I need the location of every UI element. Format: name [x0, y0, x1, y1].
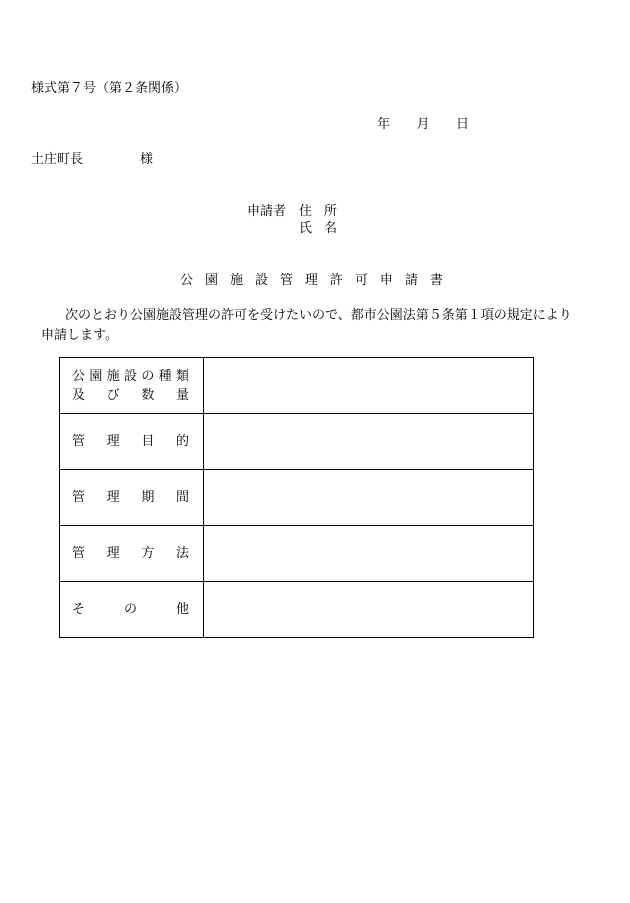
address-char: 所	[323, 204, 337, 219]
row-label-char: そ	[72, 602, 86, 617]
month-char: 月	[416, 117, 430, 132]
row-label-char: 園	[89, 368, 103, 384]
row-label-cell	[60, 358, 204, 414]
title-char: 公	[180, 273, 194, 288]
address-label	[299, 205, 337, 218]
address-char: 住	[299, 204, 313, 219]
row-label-char: 類	[175, 368, 189, 384]
row-label-line	[72, 389, 189, 402]
row-label-line	[72, 603, 189, 616]
row-label	[72, 547, 189, 560]
row-label-char: 目	[141, 434, 155, 449]
row-label-char: 間	[175, 490, 189, 505]
row-label-char: 他	[175, 602, 189, 617]
application-form-table	[59, 357, 534, 638]
row-label-char: 数	[141, 387, 155, 403]
table-row	[60, 470, 534, 526]
title-char: 申	[379, 273, 393, 288]
name-char: 名	[323, 221, 337, 236]
title-char: 可	[354, 273, 368, 288]
name-char: 氏	[299, 221, 313, 236]
row-label-line	[72, 435, 189, 448]
addressee-honorific: 様	[140, 152, 154, 167]
row-label-char: 管	[72, 546, 86, 561]
row-label-char: の	[141, 368, 155, 384]
row-label-char: 期	[141, 490, 155, 505]
addressee-name: 土庄町長	[31, 152, 84, 167]
title-char: 請	[404, 273, 418, 288]
row-label-cell	[60, 526, 204, 582]
year-char: 年	[377, 117, 391, 132]
row-label-char: 法	[175, 546, 189, 561]
row-label-char: 公	[72, 368, 86, 384]
row-value-cell[interactable]	[204, 358, 534, 414]
row-label	[72, 370, 189, 402]
row-label-char: 施	[106, 368, 120, 384]
title-char: 理	[304, 273, 318, 288]
row-label	[72, 491, 189, 504]
document-title	[180, 274, 443, 287]
row-label-char: 及	[72, 387, 86, 403]
row-label-char: 的	[175, 434, 189, 449]
row-label-char: 方	[141, 546, 155, 561]
title-char: 施	[229, 273, 243, 288]
row-label-char: 種	[158, 368, 172, 384]
applicant-label: 申請者	[247, 204, 287, 219]
table-row	[60, 526, 534, 582]
row-value-cell[interactable]	[204, 526, 534, 582]
title-char: 書	[429, 273, 443, 288]
title-char: 園	[204, 273, 218, 288]
row-label-char: 理	[106, 546, 120, 561]
row-label-char: 管	[72, 434, 86, 449]
row-label-line	[72, 370, 189, 383]
table-row	[60, 358, 534, 414]
day-char: 日	[455, 117, 469, 132]
title-char: 許	[329, 273, 343, 288]
row-value-cell[interactable]	[204, 582, 534, 638]
row-label-char: 設	[123, 368, 137, 384]
row-value-cell[interactable]	[204, 470, 534, 526]
row-label-char: び	[106, 387, 120, 403]
row-label	[72, 435, 189, 448]
row-label-cell	[60, 414, 204, 470]
name-label	[299, 222, 337, 235]
row-label-char: 管	[72, 490, 86, 505]
table-row	[60, 414, 534, 470]
row-value-cell[interactable]	[204, 414, 534, 470]
row-label-char: 理	[106, 434, 120, 449]
date-line	[377, 118, 469, 131]
row-label-line	[72, 547, 189, 560]
row-label	[72, 603, 189, 616]
row-label-cell	[60, 470, 204, 526]
row-label-cell	[60, 582, 204, 638]
title-char: 設	[254, 273, 268, 288]
form-table-body	[60, 358, 534, 638]
row-label-line	[72, 491, 189, 504]
form-number: 様式第７号（第２条関係）	[31, 81, 188, 96]
row-label-char: 量	[175, 387, 189, 403]
body-text: 次のとおり公園施設管理の許可を受けたいので、都市公園法第５条第１項の規定により申請します。	[41, 308, 572, 343]
row-label-char: 理	[106, 490, 120, 505]
title-char: 管	[279, 273, 293, 288]
row-label-char: の	[123, 602, 137, 617]
table-row	[60, 582, 534, 638]
